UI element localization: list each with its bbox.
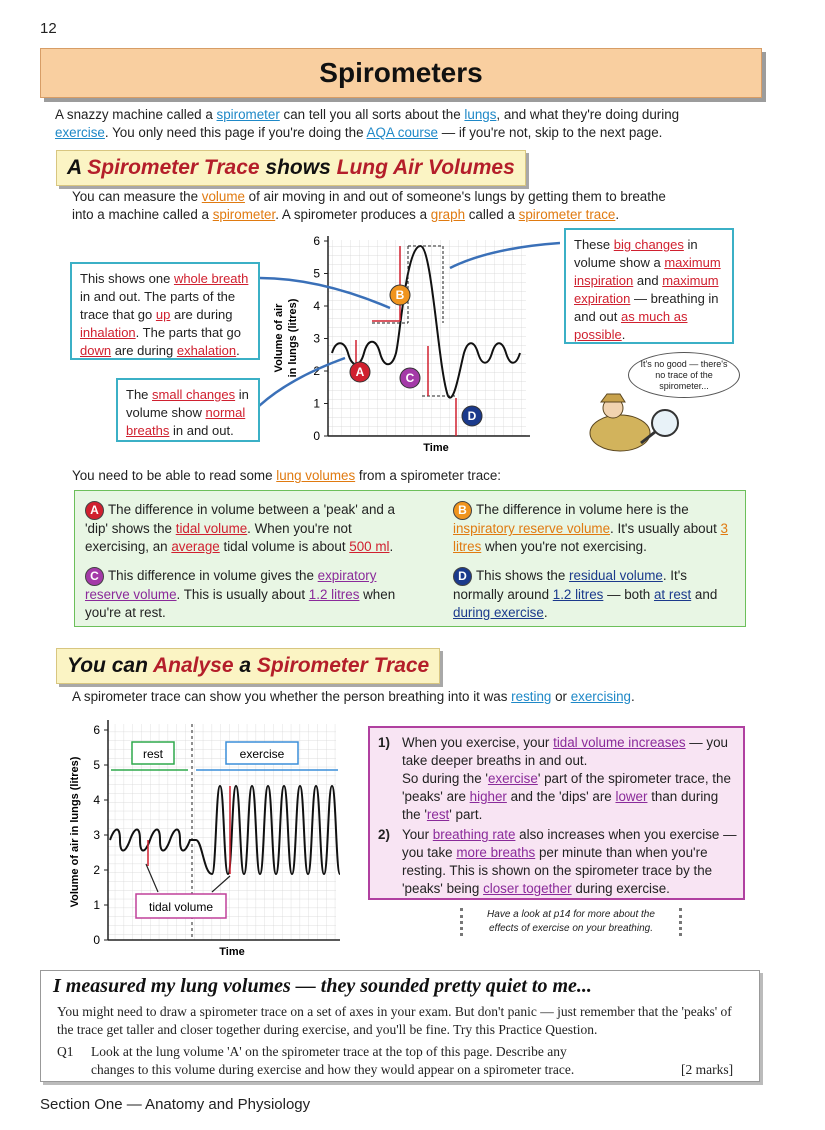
chart1-tick-2: 2 xyxy=(313,364,320,378)
svg-text:A: A xyxy=(355,365,365,379)
detective-illustration xyxy=(565,388,685,458)
exercise-label: exercise xyxy=(239,747,285,761)
chart2-xlabel: Time xyxy=(219,946,245,958)
chart1-tick-6: 6 xyxy=(313,234,320,248)
section2-text: A spirometer trace can show you whether the person breathing into it was resting or exercising. xyxy=(72,689,635,704)
page-title: Spirometers xyxy=(319,57,483,88)
spirometer-trace-chart xyxy=(260,228,560,458)
point2-text: Your breathing rate also increases when you exercise — you take more breaths per minute than when you're resting. This is shown on the spirometer trace by the 'peaks' being closer together during exercise. xyxy=(402,827,737,896)
chart1-ylabel-1: Volume of air xyxy=(273,303,285,373)
page-reference-note: Have a look at p14 for more about the effects of exercise on your breathing. xyxy=(460,908,682,936)
definition-a: A The difference in volume between a 'peak' and a 'dip' shows the tidal volume. When you're not exercising, an average tidal volume is about 500 ml. xyxy=(85,502,396,554)
grid xyxy=(328,240,526,436)
marker-b xyxy=(390,285,410,305)
point1-text: When you exercise, your tidal volume increases — you take deeper breaths in and out. So during the 'exercise' part of the spirometer trace, the 'peaks' are higher and the 'dips' are lower than during the 'rest' part. xyxy=(402,735,731,822)
marker-a xyxy=(350,362,370,382)
chart2-tick-3: 3 xyxy=(93,828,100,842)
section1-heading: A Spirometer Trace shows Lung Air Volumes xyxy=(56,150,526,186)
chart1-tick-3: 3 xyxy=(313,331,320,346)
badge-a: A xyxy=(85,501,104,520)
speech-bubble: It's no good — there's no trace of the spirometer... xyxy=(628,352,740,398)
read-intro: You need to be able to read some lung volumes from a spirometer trace: xyxy=(72,468,502,483)
point1-number: 1) xyxy=(378,735,390,750)
callout-big-changes: These big changes in volume show a maximum inspiration and maximum expiration — breathing in and out as much as possible. xyxy=(564,228,734,344)
chart2-tick-0: 0 xyxy=(93,933,100,947)
section2-heading: You can Analyse a Spirometer Trace xyxy=(56,648,440,684)
badge-d: D xyxy=(453,567,472,586)
badge-c: C xyxy=(85,567,104,586)
intro-paragraph: A snazzy machine called a spirometer can tell you all sorts about the lungs, and what they're doing during exercise. You only need this page if you're doing the AQA course — if you're not, skip to the next page. xyxy=(55,107,680,140)
definition-b: B The difference in volume here is the inspiratory reserve volume. It's usually about 3 litres when you're not exercising. xyxy=(453,502,728,554)
chart1-tick-0: 0 xyxy=(313,429,320,443)
question-line-1: Look at the lung volume 'A' on the spirometer trace at the top of this page. Describe any xyxy=(91,1044,567,1059)
chart1-tick-1: 1 xyxy=(313,396,320,411)
link-aqa: AQA course xyxy=(366,125,438,140)
summary-box xyxy=(40,970,760,1082)
svg-text:B: B xyxy=(395,288,405,302)
question-number: Q1 xyxy=(57,1044,74,1059)
section1-text: You can measure the volume of air moving in and out of someone's lungs by getting them to breathe into a machine called a spirometer. A spirometer produces a graph called a spirometer trace. xyxy=(72,189,666,222)
definition-d: D This shows the residual volume. It's normally around 1.2 litres — both at rest and during exercise. xyxy=(453,568,718,620)
rest-label: rest xyxy=(142,747,164,761)
tidal-volume-label: tidal volume xyxy=(148,900,214,914)
svg-text:C: C xyxy=(405,371,415,385)
link-exercise: exercise xyxy=(55,125,105,140)
title-banner xyxy=(40,48,762,98)
page-number: 12 xyxy=(40,20,57,37)
summary-heading: I measured my lung volumes — they sounded pretty quiet to me... xyxy=(53,975,592,997)
chart1-tick-5: 5 xyxy=(313,266,320,281)
chart1-ylabel-2: in lungs (litres) xyxy=(287,298,299,378)
chart2-tick-1: 1 xyxy=(93,898,100,912)
callout-small-changes: The small changes in volume show normal breaths in and out. xyxy=(116,378,260,442)
chart2-tick-5: 5 xyxy=(93,758,100,772)
marker-d xyxy=(462,406,482,426)
footer-section: Section One — Anatomy and Physiology xyxy=(40,1096,311,1113)
chart2-tick-6: 6 xyxy=(93,723,100,737)
question-line-2: changes to this volume during exercise and how they would appear on a spirometer trace. xyxy=(91,1062,575,1077)
analysis-points-box xyxy=(368,726,745,900)
point2-number: 2) xyxy=(378,827,390,842)
question-marks: [2 marks] xyxy=(681,1062,734,1077)
badge-b: B xyxy=(453,501,472,520)
chart1-tick-4: 4 xyxy=(313,299,320,313)
chart1-xlabel: Time xyxy=(423,442,449,454)
callout-whole-breath: This shows one whole breath in and out. The parts of the trace that go up are during inhalation. The parts that go down are during exhalation. xyxy=(70,262,260,360)
chart2-ylabel: Volume of air in lungs (litres) xyxy=(69,756,81,908)
definitions-box xyxy=(74,490,746,627)
link-spirometer: spirometer xyxy=(216,107,280,122)
svg-text:D: D xyxy=(467,409,477,423)
chart2-tick-2: 2 xyxy=(93,863,100,877)
rest-exercise-chart xyxy=(62,714,352,964)
chart2-tick-4: 4 xyxy=(93,793,100,807)
link-lungs: lungs xyxy=(464,107,497,122)
summary-body: You might need to draw a spirometer trace on a set of axes in your exam. But don't panic — just remember that the 'peaks' of the trace get taller and closer together during exercise, and you'll be fine. Try this Practice Question. xyxy=(57,1004,732,1037)
marker-c xyxy=(400,368,420,388)
definition-c: C This difference in volume gives the expiratory reserve volume. This is usually about 1.2 litres when you're at rest. xyxy=(85,568,396,620)
